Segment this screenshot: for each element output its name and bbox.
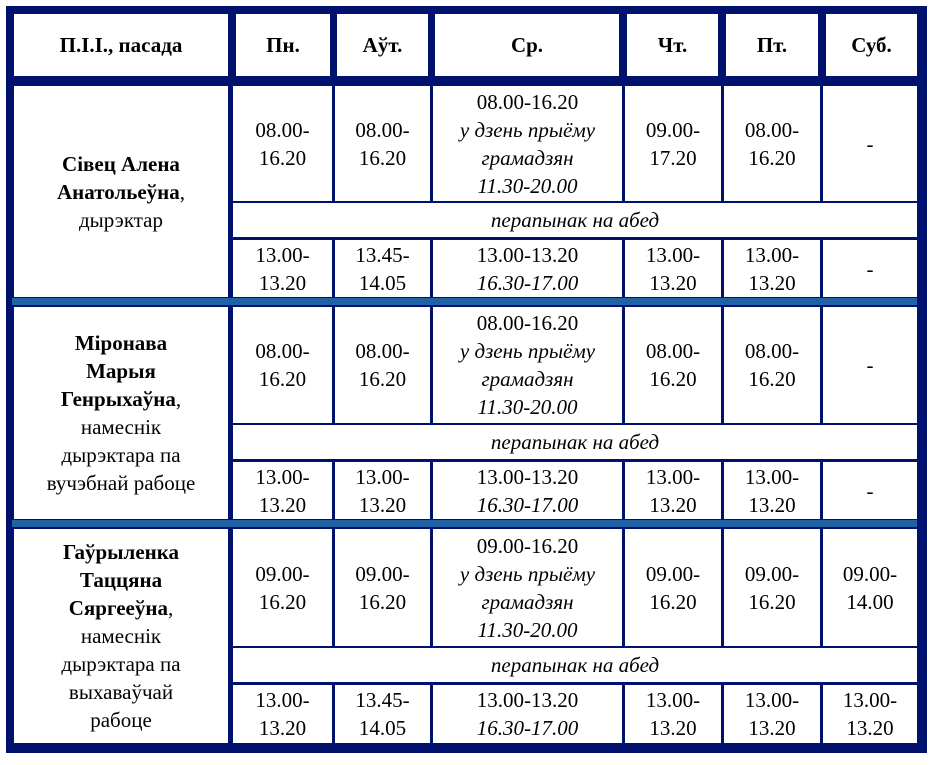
time-line: 16.20 [649,589,697,614]
header-tuesday [337,14,428,76]
header-label: Пт. [756,33,788,57]
person-name-line: Сяргееўна [68,596,168,620]
row-separator [12,520,917,527]
time-line: 09.00-16.20 [476,533,579,558]
position-line: рабоце [90,708,152,732]
time-line: 09.00- [355,561,410,586]
time-line: 08.00- [255,339,310,363]
break-text: перапынак на абед [490,653,660,677]
header-label: Ср. [510,33,544,57]
work-saturday [823,529,917,646]
time-line: 13.00- [744,688,800,712]
time-line: - [866,478,874,503]
time-line: 13.20 [358,492,407,517]
position-line: вучэбнай рабоце [46,471,196,495]
person-name-line: Гаўрыленка [62,540,180,564]
reception-time: 11.30-20.00 [477,173,578,198]
time-line: 09.00- [255,561,310,586]
time-line: 16.20 [748,367,796,391]
lunch-monday [233,240,332,297]
time-line: 13.00- [255,464,310,489]
time-line: 08.00- [355,117,410,142]
work-thursday [625,307,721,423]
time-line: 16.20 [358,589,407,614]
time-line: 16.20 [358,367,407,391]
lunch-saturday [823,462,917,519]
break-text: перапынак на абед [490,208,660,232]
lunch-break-label [233,648,917,682]
time-line: 13.20 [649,270,697,295]
lunch-thursday [625,685,721,743]
work-monday [233,529,332,646]
person-name-line: Марыя [86,359,156,383]
break-text: перапынак на абед [490,430,660,454]
time-line: 08.00- [645,339,701,363]
reception-note: грамадзян [481,367,574,391]
time-line: 08.00- [744,117,800,142]
time-line: 13.00- [645,464,701,489]
lunch-break-label [233,203,917,237]
time-line: 13.00- [255,688,310,712]
person-name-line: Міронава [74,331,168,355]
time-line: 16.20 [649,367,697,391]
time-line: 09.00- [645,561,701,586]
time-line: 13.00- [645,688,701,712]
person-name-line-wrap [57,178,185,206]
time-line: 08.00- [355,339,410,363]
work-monday [233,307,332,423]
time-line: 08.00-16.20 [476,311,579,335]
work-friday [724,529,820,646]
time-line: 13.00- [744,464,800,489]
lunch-tuesday [335,462,430,519]
work-friday [724,86,820,201]
time-line: 09.00- [744,561,800,586]
time-line: 13.20 [258,270,307,295]
time-line: 08.00- [744,339,800,363]
position-line: намеснік [80,624,162,648]
header-saturday [826,14,917,76]
header-label: Пн. [266,33,300,57]
work-friday [724,307,820,423]
reception-time: 11.30-20.00 [477,395,578,419]
time-line: 16.20 [748,145,796,170]
reception-note: у дзень прыёму [459,339,596,363]
time-line: 13.45- [355,688,410,712]
header-wednesday [435,14,619,76]
extra-break-time: 16.30-17.00 [476,270,579,295]
lunch-saturday [823,685,917,743]
header-label: Суб. [851,33,892,57]
work-tuesday [335,529,430,646]
time-line: - [866,353,874,377]
time-line: 13.00- [355,464,410,489]
header-label: Чт. [657,33,688,57]
time-line: 13.45- [355,242,410,267]
time-line: 16.20 [258,367,307,391]
time-line: 13.20 [649,492,697,517]
time-line: 14.05 [358,270,407,295]
work-monday [233,86,332,201]
time-line: 08.00-16.20 [476,89,579,114]
person-name-line-wrap [61,385,181,413]
reception-note: грамадзян [481,589,574,614]
extra-break-time: 16.30-17.00 [476,716,579,740]
work-wednesday [433,529,622,646]
time-line: 14.05 [358,716,407,740]
extra-break-time: 16.30-17.00 [476,492,579,517]
person-name-position-cell [14,86,228,297]
row-separator [12,298,917,305]
lunch-saturday [823,240,917,297]
time-line: 13.00-13.20 [476,464,579,489]
work-thursday [625,86,721,201]
time-line: 13.00- [744,242,800,267]
time-line: 13.20 [258,716,307,740]
work-wednesday [433,307,622,423]
position-line: дырэктар [78,207,163,232]
person-name-line: Анатольеўна [56,179,180,204]
position-line: намеснік [80,415,162,439]
time-line: - [866,131,874,156]
lunch-thursday [625,240,721,297]
time-line: 09.00- [842,561,898,586]
name-suffix: , [175,387,182,411]
person-name-line: Генрыхаўна [60,387,176,411]
header-thursday [627,14,718,76]
time-line: 13.20 [748,492,796,517]
person-name-position-cell [14,529,228,743]
lunch-tuesday [335,240,430,297]
reception-time: 11.30-20.00 [477,617,578,642]
time-line: 16.20 [258,589,307,614]
time-line: 13.20 [846,716,894,740]
position-line: дырэктара па [61,443,181,467]
time-line: 13.20 [748,270,796,295]
header-label: Аўт. [362,33,403,57]
time-line: 16.20 [748,589,796,614]
lunch-wednesday [433,462,622,519]
lunch-friday [724,240,820,297]
work-saturday [823,307,917,423]
time-line: 16.20 [258,145,307,170]
lunch-monday [233,462,332,519]
time-line: 16.20 [358,145,407,170]
name-suffix: , [179,179,186,204]
header-label: П.І.І., пасада [59,33,183,57]
time-line: 14.00 [846,589,894,614]
time-line: 13.00- [255,242,310,267]
work-tuesday [335,307,430,423]
lunch-break-label [233,425,917,459]
time-line: - [866,256,874,281]
header-friday [726,14,818,76]
position-line: выхаваўчай [68,680,174,704]
time-line: 13.00-13.20 [476,242,579,267]
work-wednesday [433,86,622,201]
reception-note: у дзень прыёму [459,561,596,586]
lunch-monday [233,685,332,743]
position-line: дырэктара па [61,652,181,676]
time-line: 13.20 [258,492,307,517]
work-tuesday [335,86,430,201]
work-thursday [625,529,721,646]
header-name-position [14,14,228,76]
time-line: 13.20 [748,716,796,740]
lunch-friday [724,685,820,743]
time-line: 13.20 [649,716,697,740]
work-saturday [823,86,917,201]
time-line: 13.00- [645,242,701,267]
lunch-friday [724,462,820,519]
reception-note: у дзень прыёму [459,117,596,142]
person-name-line-wrap [69,594,173,622]
person-name-line: Сівец Алена [62,151,180,176]
header-monday [236,14,330,76]
name-suffix: , [167,596,174,620]
time-line: 17.20 [649,145,697,170]
reception-note: грамадзян [481,145,574,170]
person-name-line: Таццяна [79,568,163,592]
time-line: 09.00- [645,117,701,142]
lunch-thursday [625,462,721,519]
lunch-tuesday [335,685,430,743]
lunch-wednesday [433,240,622,297]
time-line: 13.00-13.20 [476,688,579,712]
lunch-wednesday [433,685,622,743]
time-line: 13.00- [842,688,898,712]
time-line: 08.00- [255,117,310,142]
person-name-position-cell [14,307,228,519]
